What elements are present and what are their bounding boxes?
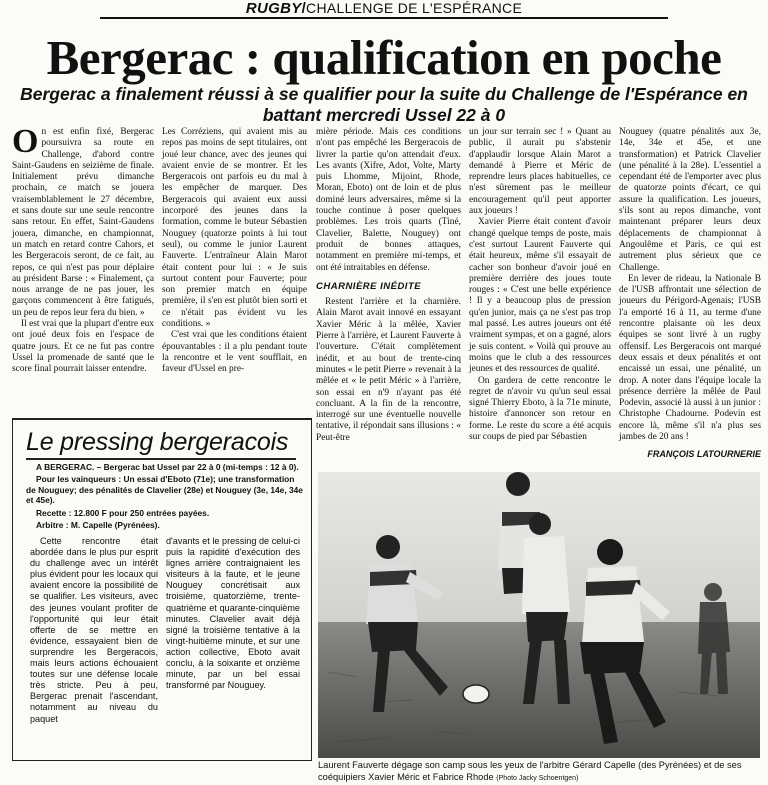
article-paragraph: mière période. Mais ces conditions n'ont pas empêché les Bergeracois de livrer la partie qu'on attendait d'eux. Les avants (Xifre, Adot, Volte, Marty puis Lhomme, Mijoint, Rhode, Moran, Eboto) ont de loin et de plus dominé leurs adversaires, même si la touche continue à poser quelques problèmes. Les trois quarts (Tiné, Clavelier, Balette, Nouguey) ont produit de bonnes attaques, notamment en première mi-temps, et ont été intraitables en défense. [316, 127, 461, 273]
rugby-players-illustration [318, 472, 760, 758]
match-photo [318, 472, 760, 758]
article-paragraph: C'est vrai que les conditions étaient épouvantables : il a plu pendant toute la rencontre et le vent soufflait, en faveur d'Ussel en pre- [162, 330, 307, 375]
caption-text: Laurent Fauverte dégage son camp sous les yeux de l'arbitre Gérard Capelle (des Pyrénées) et de ses coéquipiers Xavier Méric et Fabrice Rhode [318, 760, 742, 782]
article-paragraph: On est enfin fixé, Bergerac poursuivra sa route en Challenge, d'abord contre Saint-Gaudens en seizième de finale. Initialement prévu dimanche prochain, ce match se jouera vraisemblablement le 27 décembre, et sans doute sur une seule rencontre sans retour. En effet, Saint-Gaudens jouera, dimanche, en championnat, un match en retard contre Cahors, et les Bergeracois seront, de ce fait, au repos, ce qui n'est pas pour déplaire au président Barse : « Finalement, ça nous arrange de ne pas jouer, les garçons commencent à être fatigués, un peu de repos leur fera du bien. » [12, 123, 154, 318]
match-referee: Arbitre : M. Capelle (Pyrénées). [36, 520, 160, 531]
sidebar-column-2 [166, 536, 300, 691]
rubric-section: RUGBY [245, 0, 302, 17]
article-column-4 [469, 127, 611, 443]
article-paragraph: En lever de rideau, la Nationale B de l'USB affrontait une sélection de joueurs du Périgord-Agenais; l'USB l'a emporté 16 à 11, au terme d'une rencontre plaisante où les deux équipes se sont livré à un rugby offensif. Les Bergeracois ont marqué deux essais et deux pénalités et ont encaissé un essai, une pénalité, un drop. A noter dans l'équipe locale la présence derrière la mêlée de Paul Podevin, associé là aussi à un junior : Christophe Chadourne. Podevin est encore là, même s'il n'a plus ses jambes de 20 ans ! [619, 273, 761, 443]
sidebar-title: Le pressing bergeracois [26, 428, 289, 456]
rubric-separator: / [301, 0, 307, 17]
match-scorers: Pour les vainqueurs : Un essai d'Eboto (71e); une transformation de Nouguey; des pénalités de Clavelier (28e) et Nouguey (3e, 14e, 34e et 45e). [26, 474, 303, 506]
photo-caption [318, 760, 764, 784]
sidebar-paragraph: d'avants et le pressing de celui-ci puis la rapidité d'exécution des lignes arrière contraignaient les visiteurs à la faute, et le jeune Nouguey concrétisait aux troisième, quatorzième, trente-quatrième et quarante-cinquième minutes. Clavelier avait déjà signé la troisième tentative à la vingt-huitième minute, et sur une action collective, Eboto avait conclu, à la soixante et onzième minute, par un bel essai transformé par Nouguey. [166, 536, 300, 691]
section-rubric [0, 0, 768, 17]
article-paragraph: Les Corréziens, qui avaient mis au repos pas moins de sept titulaires, ont joué leur chance, avec des jeunes qui avaient envie de se montrer. Et les Bergeracois ont parfois eu du mal à les empêcher de marquer. Des Bergeracois qui avaient eux aussi incorporé des jeunes dans la formation, comme le buteur Sébastien Nouguey (quatorze points à lui tout seul), ou comme le junior Laurent Fauverte. L'entraîneur Alain Marot était content pour lui : « Je suis surtout content pour Fauverte; pour son premier match en équipe première, il s'en est plutôt bien sorti et ce n'était pas évident vu les conditions. » [162, 127, 307, 330]
photo-credit: (Photo Jacky Schoentgen) [496, 774, 579, 782]
article-paragraph: Nouguey (quatre pénalités aux 3e, 14e, 34e et 45e, et une transformation) et Patrick Clavelier (une pénalité à la 28e). L'essentiel a cependant été de l'emporter avec plus de quatorze points d'écart, ce qui assure la qualification. Les joueurs, s'ils sont au repos dimanche, vont maintenant préparer leurs deux déplacements de championnat à Angoulême et Paris, ce qui est autrement plus sérieux que ce Challenge. [619, 127, 761, 273]
rubric-subsection: CHALLENGE DE L'ESPÉRANCE [306, 0, 523, 16]
match-summary [26, 462, 304, 532]
rubric-underline [100, 17, 668, 19]
byline: FRANÇOIS LATOURNERIE [647, 449, 761, 460]
article-paragraph: un jour sur terrain sec ! » Quant au public, il aurait pu s'abstenir d'applaudir lorsque Alain Marot a demandé à Pierre et Méric de reprendre leurs places habituelles, ce n'est sûrement pas le meilleur encouragement qu'il peut apporter aux joueurs ! [469, 127, 611, 217]
article-column-3 [316, 127, 461, 444]
sidebar-column-1 [30, 536, 158, 725]
article-column-2 [162, 127, 307, 376]
article-paragraph: On gardera de cette rencontre le regret de n'avoir vu qu'un seul essai signé Thierry Eboto, à la 71e minute, histoire d'annoncer son retour en forme. Le reste du score a été acquis sur coups de pied par Sébastien [469, 375, 611, 443]
dropcap: O [12, 123, 39, 160]
match-result: A BERGERAC. – Bergerac bat Ussel par 22 à 0 (mi-temps : 12 à 0). [36, 462, 299, 472]
article-column-1 [12, 123, 154, 376]
sidebar-paragraph: Cette rencontre était abordée dans le plus pur esprit du challenge avec un intérêt plus évident pour les locaux qui avaient encore la possibilité de se qualifier. Les visiteurs, avec des jeunes voulant profiter de l'opportunité qui leur était offerte de se mettre en évidence, essayaient bien de surprendre les Bergeracois, mais leurs actions échouaient toutes sur une défense locale très stricte. Peu à peu, Bergerac prenait l'ascendant, notamment au niveau du paquet [30, 536, 158, 724]
match-gate: Recette : 12.800 F pour 250 entrées payées. [36, 507, 210, 518]
article-paragraph: Restent l'arrière et la charnière. Alain Marot avait innové en essayant Xavier Méric à la mêlée, Xavier Pierre à l'arrière, et Laurent Fauverte à l'ouverture. C'était complètement inédit, et au bout de trente-cinq minutes « le petit Pierre » revenait à la mêlée et « le petit Méric » à l'arrière, son essai en n'9 n'ayant pas été concluant. A la fin de la rencontre, interrogé sur une éventuelle nouvelle tentative, il répondait sans illusions : « Peut-être [316, 297, 461, 443]
deck: Bergerac a finalement réussi à se qualifier pour la suite du Challenge de l'Espérance en battant mercredi Ussel 22 à 0 [20, 84, 748, 125]
article-paragraph: Il est vrai que la plupart d'entre eux ont joué deux fois en l'espace de quatre jours. Et ce ne fut pas contre Ussel la promenade de santé que le score final pourrait laisser entendre. [12, 319, 154, 375]
article-paragraph: Xavier Pierre était content d'avoir changé quelque temps de poste, mais c'est surtout Laurent Fauverte qui était heureux, même s'il essayait de cacher son bonheur d'avoir joué en première derrière des joues toute rouges : « C'est une belle expérience ! Il y a beaucoup plus de pression qu'en junior, mais ça ne s'est pas trop mal passé. Les autres joueurs ont été vraiment sympas, et on a gagné, alors je suis content. » Voilà qui prouve au moins que le club a des ressources jeunes et des ressources de qualité. [469, 217, 611, 375]
sidebar-title-rule [26, 458, 296, 460]
article-subhead: CHARNIÈRE INÉDITE [316, 280, 422, 292]
headline: Bergerac : qualification en poche [46, 30, 722, 85]
article-column-5 [619, 127, 761, 461]
